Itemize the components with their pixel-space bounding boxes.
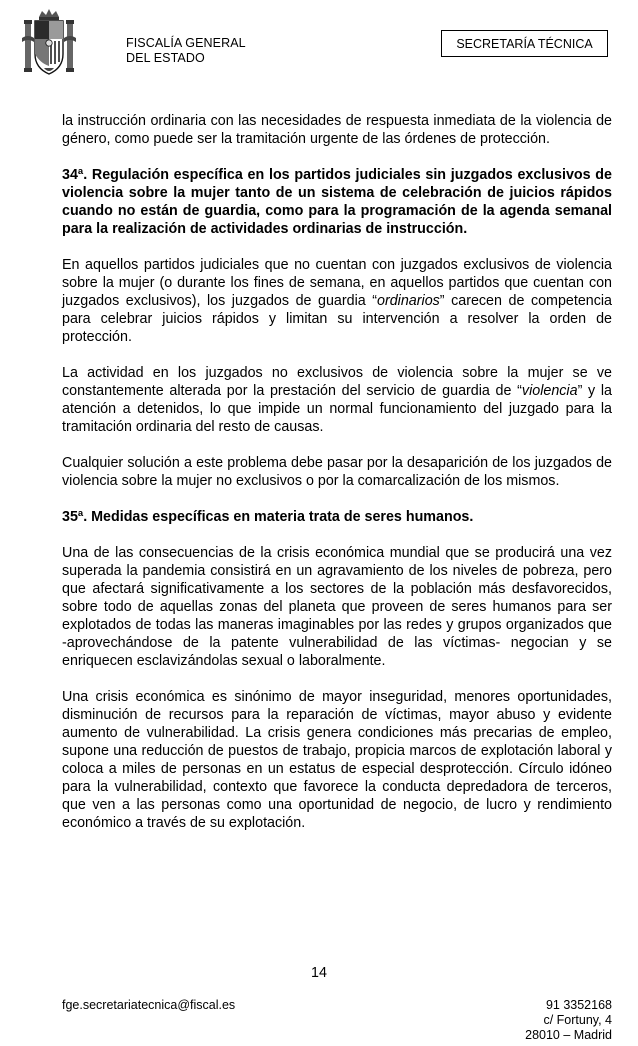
organization-name — [126, 36, 246, 66]
heading-34: 34ª. Regulación específica en los partidos judiciales sin juzgados exclusivos de violencia sobre la mujer tanto de un sistema de celebración de juicios rápidos cuando no están de guardia, como para la programación de la agenda semanal para la realización de actividades ordinarias de instrucción. — [62, 167, 612, 237]
footer-address — [525, 998, 612, 1043]
paragraph-text: ” y la atención a detenidos, lo que impide un normal funcionamiento del juzgado para la tramitación ordinaria del resto de causas. — [62, 383, 612, 435]
footer-email: fge.secretariatecnica@fiscal.es — [62, 998, 236, 1012]
footer-street: c/ Fortuny, 4 — [543, 1013, 612, 1027]
paragraph-economic-crisis: Una de las consecuencias de la crisis económica mundial que se producirá una vez superada la pandemia consistirá en un agravamiento de los niveles de pobreza, pero que afectará significativamente a los sectores de la población más desfavorecidos, sobre todo de aquellas zonas del planeta que proveen de seres humanos para ser explotados de todas las maneras imaginables por las redes y grupos organizados que -aprovechándose de la patente vulnerabilidad de las víctimas- negocian y se enriquecen esclavizándolas sexual o laboralmente. — [62, 545, 612, 669]
document-body — [62, 112, 612, 850]
paragraph-insecurity: Una crisis económica es sinónimo de mayor inseguridad, menores oportunidades, disminución de recursos para la reparación de víctimas, mayor abuso y evidente aumento de vulnerabilidad. La crisis genera condiciones más precarias de empleo, supone una reducción de puestos de trabajo, propicia marcos de explotación laboral y coloca a miles de personas en un estatus de especial desprotección. Círculo idóneo para la vulnerabilidad, contexto que favorece la conducta depredadora de terceros, que ven a las personas como una oportunidad de negocio, de lucro y rendimiento económico a través de su explotación. — [62, 689, 612, 831]
footer-phone: 91 3352168 — [545, 998, 612, 1012]
paragraph-court-activity — [62, 364, 612, 436]
page-number: 14 — [311, 965, 327, 981]
unit-label: SECRETARÍA TÉCNICA — [456, 36, 593, 51]
organization-name-line2: DEL ESTADO — [126, 51, 205, 65]
unit-label-box — [441, 30, 608, 57]
italic-term: violencia — [521, 383, 578, 399]
paragraph-text: La actividad en los juzgados no exclusivos de violencia sobre la mujer se ve constantemente alterada por la prestación del servicio de guardia de “ — [62, 365, 612, 399]
paragraph-intro: la instrucción ordinaria con las necesidades de respuesta inmediata de la violencia de género, como puede ser la tramitación urgente de las órdenes de protección. — [62, 113, 612, 147]
footer-city: 28010 – Madrid — [525, 1028, 612, 1042]
paragraph-text: En aquellos partidos judiciales que no cuentan con juzgados exclusivos de violencia sobre la mujer (o durante los fines de semana, en aquellos partidos que cuentan con juzgados exclusivos), los juzgados de guardia “ — [62, 257, 612, 309]
italic-term: ordinarios — [377, 293, 440, 309]
heading-35: 35ª. Medidas específicas en materia trata de seres humanos. — [62, 509, 474, 525]
paragraph-text: ” carecen de competencia para celebrar juicios rápidos y limitan su intervención a resolver la orden de protección. — [62, 293, 612, 345]
coat-of-arms-icon — [22, 8, 76, 80]
organization-name-line1: FISCALÍA GENERAL — [126, 36, 246, 50]
paragraph-judicial-districts — [62, 256, 612, 346]
paragraph-solution: Cualquier solución a este problema debe pasar por la desaparición de los juzgados de violencia sobre la mujer no exclusivos o por la comarcalización de los mismos. — [62, 455, 612, 489]
